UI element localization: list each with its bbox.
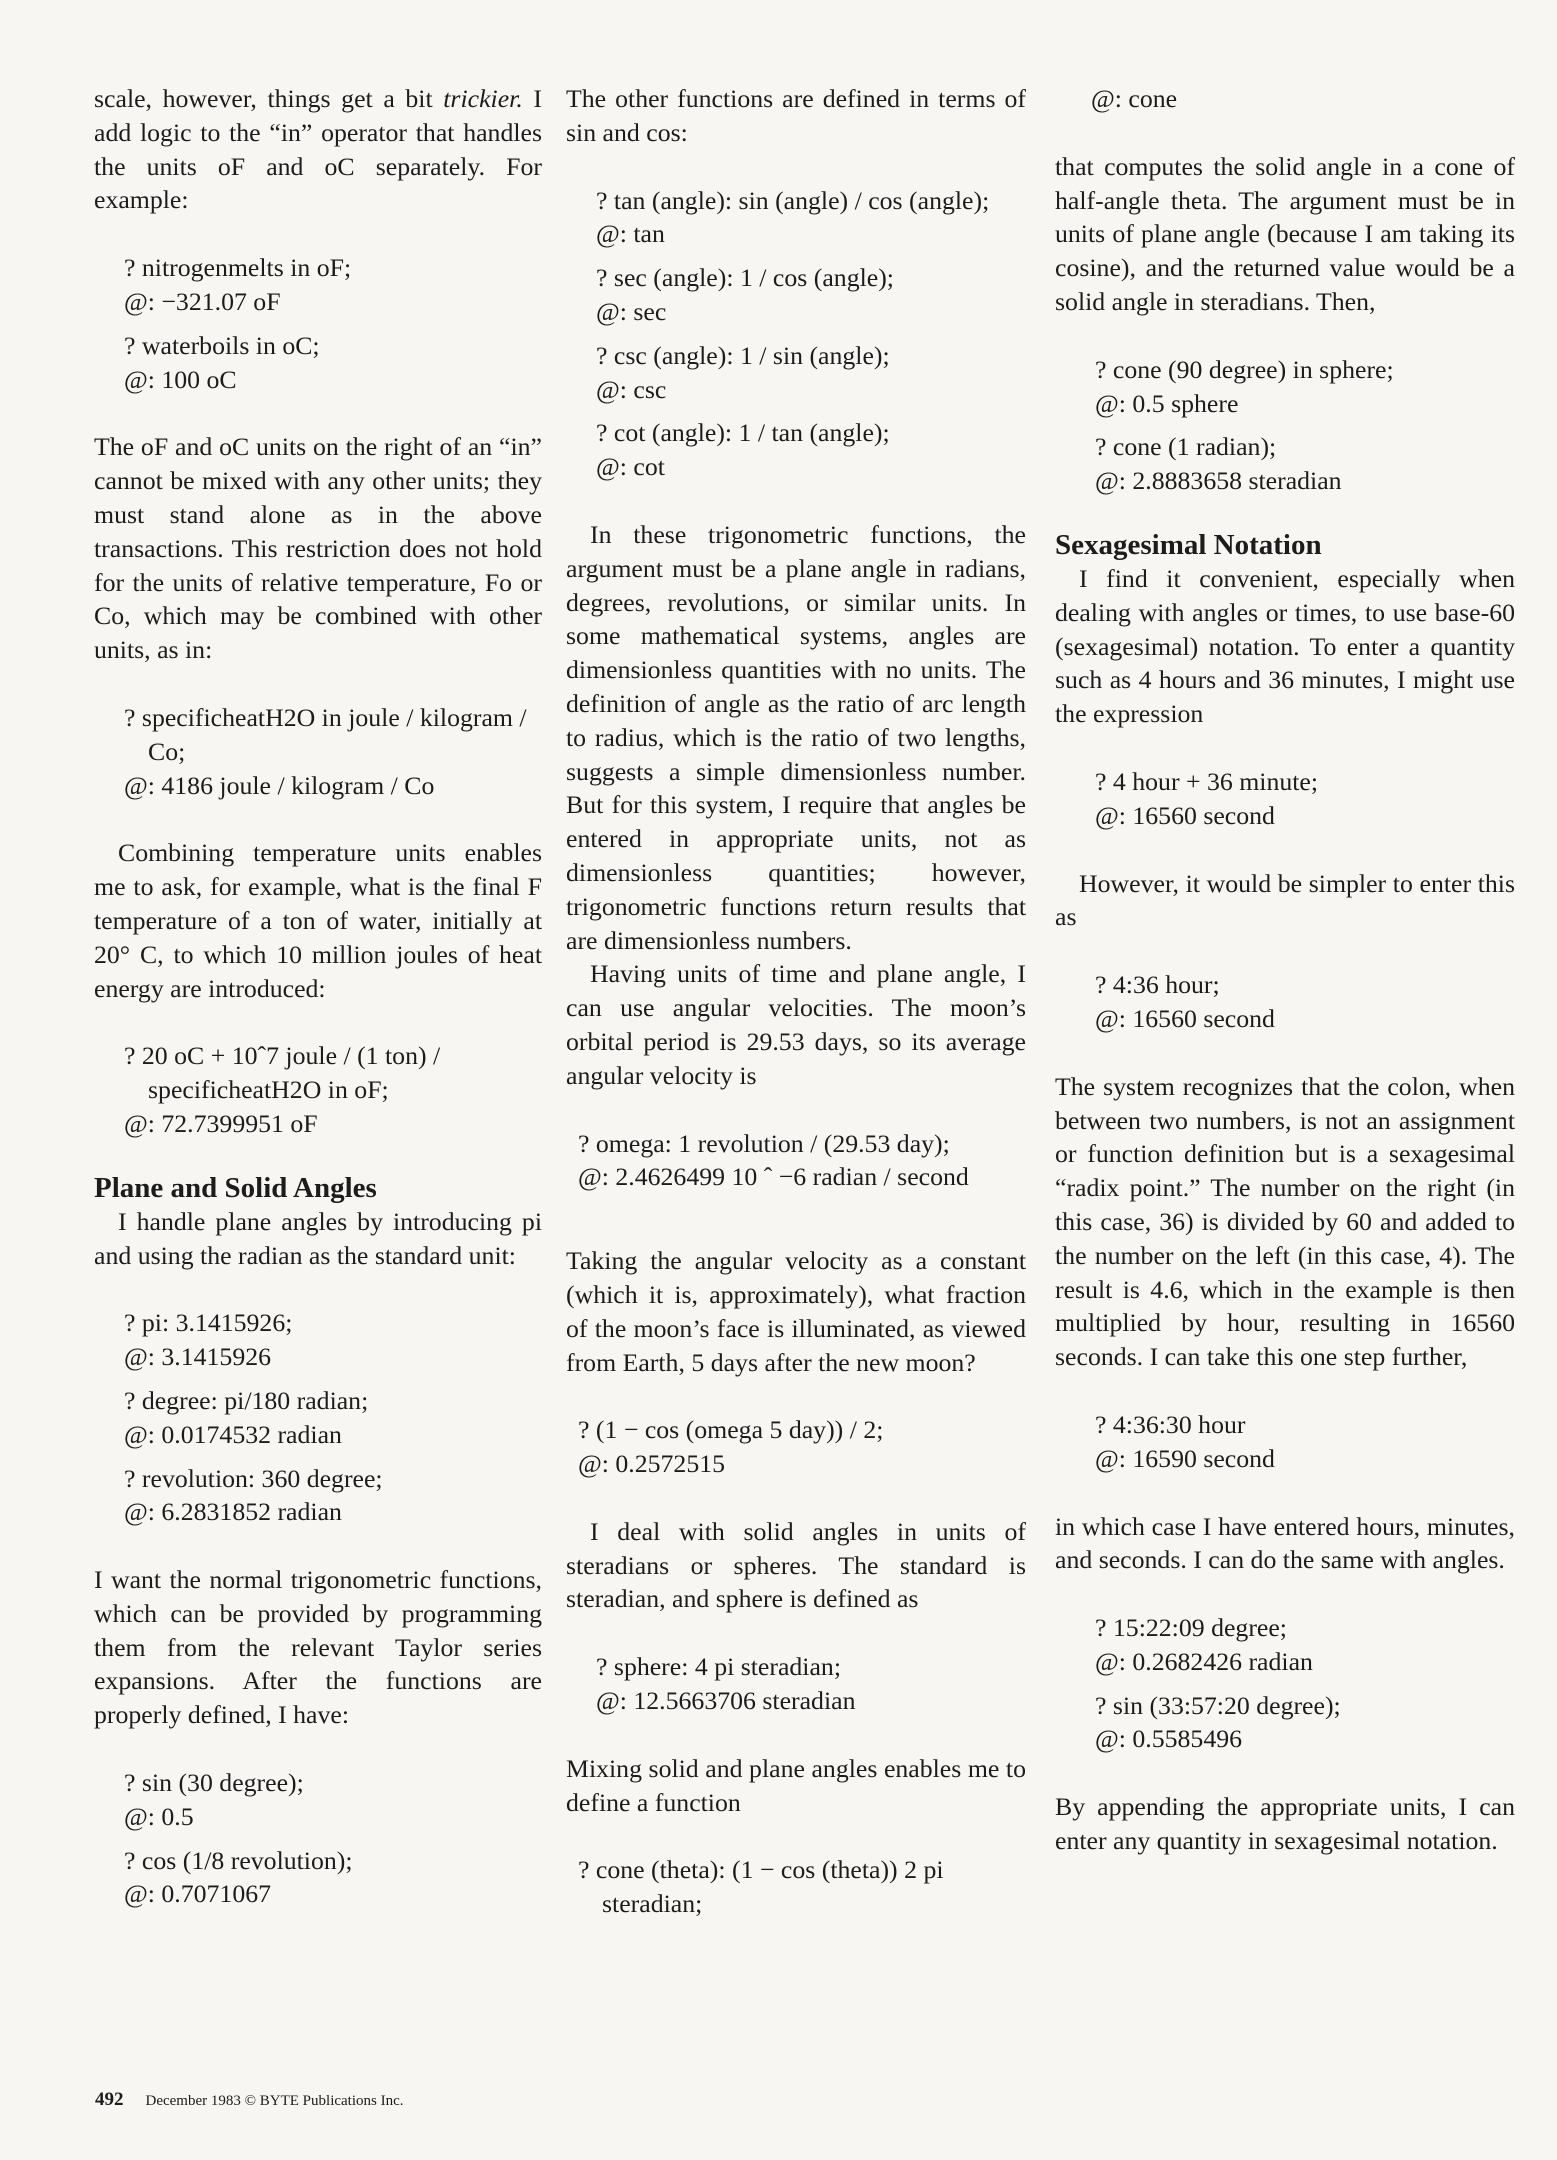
paragraph: Combining temperature units enables me to ask, for example, what is the final F temperature of a ton of water, initially at 20° C, to which 10 million joules of heat energy are introduced:	[94, 838, 542, 1003]
code-line: ? sin (30 degree);	[124, 1768, 304, 1798]
text: I add logic to the “in” operator that handles the units oF and oC separately. For example:	[94, 84, 542, 215]
section-heading: Plane and Solid Angles	[94, 1171, 377, 1204]
code-block	[578, 1853, 1026, 1921]
code-block	[124, 1766, 542, 1911]
paragraph: The other functions are defined in terms of sin and cos:	[566, 84, 1026, 147]
code-line: @: 0.2682426 radian	[1095, 1646, 1313, 1676]
code-block	[124, 1306, 542, 1529]
column-2	[566, 82, 1026, 1921]
code-line: @: 0.5	[124, 1801, 194, 1831]
code-line: @: cone	[1091, 84, 1178, 113]
code-block	[1095, 1408, 1515, 1476]
code-line: @: tan	[596, 219, 665, 249]
code-line: @: 0.5 sphere	[1095, 388, 1239, 418]
code-block	[124, 701, 542, 802]
code-line: ? degree: pi/180 radian;	[124, 1385, 369, 1415]
paragraph: The system recognizes that the colon, when between two numbers, is not an assignment or function definition but is a sexagesimal “radix point.” The number on the right (in this case, 36) is divided by 60 and added to the number on the left (in this case, 4). The result is 4.6, which in the example is then multiplied by hour, resulting in 16560 seconds. I can take this one step further,	[1055, 1071, 1515, 1372]
paragraph: The oF and oC units on the right of an “in” cannot be mixed with any other units; they must stand alone as in the above transactions. This restriction does not hold for the units of relative temperature, Fo or Co, which may be combined with other units, as in:	[94, 432, 542, 665]
code-line: ? tan (angle): sin (angle) / cos (angle);	[596, 185, 990, 215]
code-line: @: 6.2831852 radian	[124, 1497, 342, 1527]
paragraph: In these trigonometric functions, the argument must be a plane angle in radians, degrees, revolutions, or similar units. In some mathematical systems, angles are dimensionless quantities with no units. The definition of angle as the ratio of arc length to radius, which is the ratio of two lengths, suggests a simple dimensionless number. But for this system, I require that angles be entered in appropriate units, not as dimensionless quantities; however, trigonometric functions return results that are dimensionless numbers.	[566, 519, 1026, 955]
paragraph: Taking the angular velocity as a constant (which it is, approximately), what fraction of the moon’s face is illuminated, as viewed from Earth, 5 days after the new moon?	[566, 1246, 1026, 1377]
code-line: ? cos (1/8 revolution);	[124, 1845, 353, 1875]
page-footer	[95, 2089, 404, 2111]
paragraph: I deal with solid angles in units of steradians or spheres. The standard is steradian, and sphere is defined as	[566, 1516, 1026, 1614]
code-line: @: 12.5663706 steradian	[596, 1686, 856, 1716]
paragraph: By appending the appropriate units, I can enter any quantity in sexagesimal notation.	[1055, 1792, 1515, 1856]
code-block	[124, 1039, 542, 1140]
code-block	[578, 1413, 1026, 1481]
code-line: @: 0.2572515	[578, 1449, 726, 1479]
code-line: ? 15:22:09 degree;	[1095, 1613, 1287, 1643]
code-block	[1095, 1611, 1515, 1756]
paragraph: that computes the solid angle in a cone of half-angle theta. The argument must be in units of plane angle (because I am taking its cosine), and the returned value would be a solid angle in steradians. Then,	[1055, 151, 1515, 316]
publication-credit: December 1983 © BYTE Publications Inc.	[145, 2093, 404, 2109]
code-line: ? sec (angle): 1 / cos (angle);	[596, 263, 894, 293]
code-block	[1095, 968, 1515, 1036]
code-block	[596, 1650, 1026, 1718]
code-line: ? sin (33:57:20 degree);	[1095, 1690, 1341, 1720]
code-line: @: 72.7399951 oF	[124, 1108, 318, 1138]
code-line: ? cone (theta): (1 − cos (theta)) 2 pi steradian;	[578, 1855, 944, 1919]
code-block	[596, 184, 1026, 484]
code-line: @: 16560 second	[1095, 1003, 1275, 1033]
code-line: @: 3.1415926	[124, 1342, 272, 1372]
code-line: ? omega: 1 revolution / (29.53 day);	[578, 1128, 950, 1158]
code-line: @: 2.4626499 10 ˆ −6 radian / second	[578, 1162, 969, 1192]
code-block	[1095, 765, 1515, 833]
column-3	[1055, 82, 1515, 1858]
code-line: ? cone (90 degree) in sphere;	[1095, 354, 1394, 384]
code-line: ? revolution: 360 degree;	[124, 1463, 383, 1493]
code-block	[1095, 353, 1515, 498]
code-line: @: 2.8883658 steradian	[1095, 466, 1342, 496]
code-line: @: 0.0174532 radian	[124, 1419, 342, 1449]
paragraph: in which case I have entered hours, minutes, and seconds. I can do the same with angles.	[1055, 1511, 1515, 1575]
code-block	[124, 251, 542, 396]
section-heading: Sexagesimal Notation	[1055, 528, 1322, 561]
code-line: ? cone (1 radian);	[1095, 432, 1277, 462]
code-line: ? 4 hour + 36 minute;	[1095, 766, 1319, 796]
code-block	[1091, 82, 1515, 116]
page-number: 492	[95, 2089, 124, 2110]
code-line: @: 0.5585496	[1095, 1724, 1243, 1754]
code-line: ? 20 oC + 10ˆ7 joule / (1 ton) / specificheatH2O in oF;	[124, 1041, 441, 1105]
code-line: @: 0.7071067	[124, 1879, 272, 1909]
paragraph: However, it would be simpler to enter this as	[1055, 868, 1515, 932]
code-line: ? csc (angle): 1 / sin (angle);	[596, 340, 890, 370]
code-line: @: −321.07 oF	[124, 286, 281, 316]
text: scale, however, things get a bit	[94, 84, 444, 113]
code-line: ? 4:36:30 hour	[1095, 1409, 1246, 1439]
code-line: @: 4186 joule / kilogram / Co	[124, 770, 435, 800]
code-line: @: sec	[596, 296, 667, 326]
column-1	[94, 82, 542, 1911]
code-line: ? cot (angle): 1 / tan (angle);	[596, 418, 890, 448]
paragraph	[94, 82, 542, 217]
paragraph: I handle plane angles by introducing pi and using the radian as the standard unit:	[94, 1206, 542, 1270]
code-line: ? (1 − cos (omega 5 day)) / 2;	[578, 1415, 884, 1445]
code-line: ? sphere: 4 pi steradian;	[596, 1652, 841, 1682]
paragraph: Having units of time and plane angle, I can use angular velocities. The moon’s orbital period is 29.53 days, so its average angular velocity is	[566, 959, 1026, 1090]
code-line: ? waterboils in oC;	[124, 330, 320, 360]
code-line: @: 16590 second	[1095, 1443, 1275, 1473]
code-line: ? nitrogenmelts in oF;	[124, 253, 352, 283]
code-line: ? 4:36 hour;	[1095, 970, 1220, 1000]
code-line: ? pi: 3.1415926;	[124, 1308, 293, 1338]
code-line: @: 16560 second	[1095, 800, 1275, 830]
emphasis-text: trickier.	[443, 84, 523, 113]
paragraph: Mixing solid and plane angles enables me to define a function	[566, 1753, 1026, 1817]
paragraph: I find it convenient, especially when dealing with angles or times, to use base-60 (sexagesimal) notation. To enter a quantity such as 4 hours and 36 minutes, I might use the expression	[1055, 563, 1515, 729]
code-line: @: csc	[596, 374, 667, 404]
code-block	[578, 1127, 1026, 1195]
code-line: @: 100 oC	[124, 364, 237, 394]
code-line: ? specificheatH2O in joule / kilogram / Co;	[124, 702, 527, 766]
code-line: @: cot	[596, 452, 665, 482]
paragraph: I want the normal trigonometric functions, which can be provided by programming them from the relevant Taylor series expansions. After the functions are properly defined, I have:	[94, 1565, 542, 1730]
